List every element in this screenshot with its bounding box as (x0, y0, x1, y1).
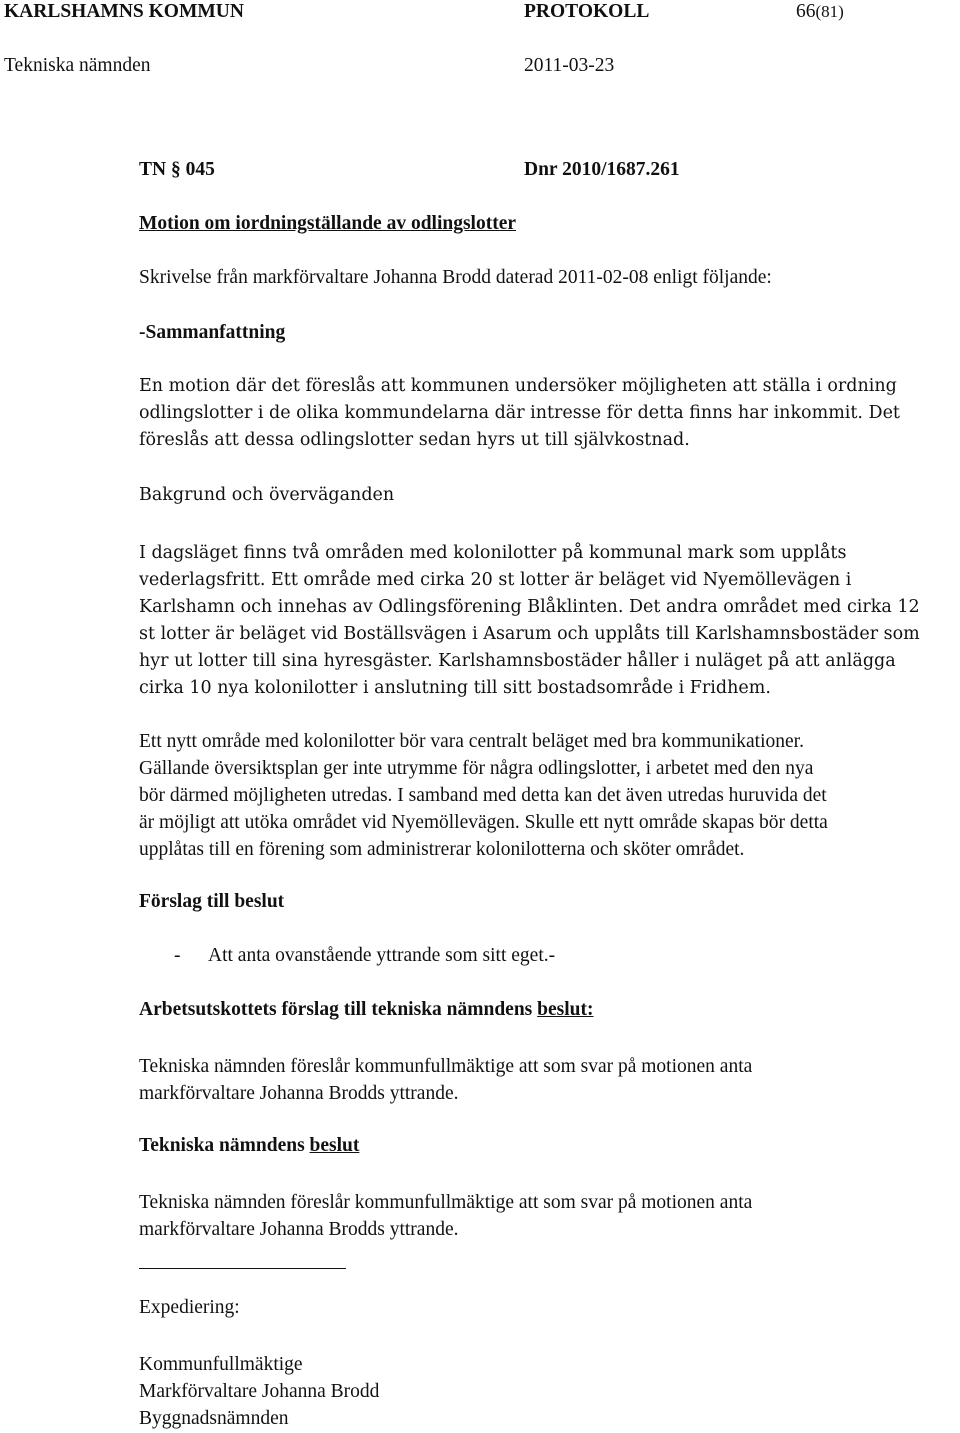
background-line: är möjligt att utöka området vid Nyemöllevägen. Skulle ett nytt område skapas bör detta (139, 812, 828, 833)
background-line: Gällande översiktsplan ger inte utrymme för några odlingslotter, i arbetet med den nya (139, 758, 814, 779)
committee-heading (139, 999, 594, 1021)
page-number (796, 1, 844, 23)
background-line: cirka 10 nya kolonilotter i anslutning till sitt bostadsområde i Fridhem. (139, 678, 771, 698)
summary-line: föreslås att dessa odlingslotter sedan hyrs ut till självkostnad. (139, 430, 690, 450)
signature-separator (139, 1268, 346, 1269)
background-heading: Bakgrund och överväganden (139, 485, 395, 505)
decision-line: markförvaltare Johanna Brodds yttrande. (139, 1219, 459, 1240)
page-current: 66 (796, 1, 816, 22)
decision-heading-underlined: beslut (309, 1135, 360, 1156)
background-paragraph-1 (139, 540, 960, 702)
decision-heading (139, 1135, 359, 1157)
committee-line: markförvaltare Johanna Brodds yttrande. (139, 1083, 459, 1104)
decision-line: Tekniska nämnden föreslår kommunfullmäktige att som svar på motionen anta (139, 1192, 753, 1213)
decision-paragraph (139, 1189, 960, 1243)
background-line: I dagsläget finns två områden med kolonilotter på kommunal mark som upplåts (139, 543, 847, 563)
committee-name: Tekniska nämnden (4, 55, 151, 76)
summary-line: odlingslotter i de olika kommundelarna där intresse för detta finns har inkommit. Det (139, 403, 900, 423)
proposal-dash: - (174, 945, 181, 966)
recipient: Byggnadsnämnden (139, 1408, 289, 1429)
case-intro: Skrivelse från markförvaltare Johanna Brodd daterad 2011-02-08 enligt följande: (139, 267, 772, 288)
recipient: Kommunfullmäktige (139, 1354, 303, 1375)
background-line: upplåtas till en förening som administrerar kolonilotterna och sköter området. (139, 839, 745, 860)
background-line: vederlagsfritt. Ett område med cirka 20 st lotter är beläget vid Nyemöllevägen i (139, 570, 852, 590)
background-line: st lotter är beläget vid Boställsvägen i Asarum och upplåts till Karlshamnsbostäder som (139, 624, 920, 644)
background-paragraph-2 (139, 728, 960, 863)
background-line: Karlshamn och innehas av Odlingsförening Blåklinten. Det andra området med cirka 12 (139, 597, 920, 617)
meeting-date: 2011-03-23 (524, 55, 615, 76)
document-type: PROTOKOLL (524, 1, 650, 22)
case-dnr: Dnr 2010/1687.261 (524, 159, 680, 180)
background-line: Ett nytt område med kolonilotter bör vara centralt beläget med bra kommunikationer. (139, 731, 804, 752)
dispatch-label: Expediering: (139, 1297, 240, 1318)
committee-heading-text: Arbetsutskottets förslag till tekniska nämndens (139, 999, 538, 1020)
summary-line: En motion där det föreslås att kommunen undersöker möjligheten att ställa i ordning (139, 376, 897, 396)
recipient: Markförvaltare Johanna Brodd (139, 1381, 380, 1402)
committee-line: Tekniska nämnden föreslår kommunfullmäktige att som svar på motionen anta (139, 1056, 753, 1077)
background-line: bör därmed möjligheten utredas. I samband med detta kan det även utredas huruvida det (139, 785, 827, 806)
case-title: Motion om iordningställande av odlingslotter (139, 213, 517, 234)
summary-heading: -Sammanfattning (139, 322, 286, 343)
proposal-item: Att anta ovanstående yttrande som sitt eget.- (208, 945, 556, 966)
proposal-heading: Förslag till beslut (139, 891, 285, 912)
committee-heading-underlined: beslut: (537, 999, 594, 1020)
decision-heading-text: Tekniska nämndens (139, 1135, 310, 1156)
org-name: KARLSHAMNS KOMMUN (4, 1, 244, 22)
dispatch-recipients (139, 1351, 960, 1432)
background-line: hyr ut lotter till sina hyresgäster. Karlshamnsbostäder håller i nuläget på att anlägga (139, 651, 896, 671)
committee-paragraph (139, 1053, 960, 1107)
summary-paragraph (139, 373, 960, 454)
page-total: (81) (815, 2, 844, 21)
case-number: TN § 045 (139, 159, 215, 180)
